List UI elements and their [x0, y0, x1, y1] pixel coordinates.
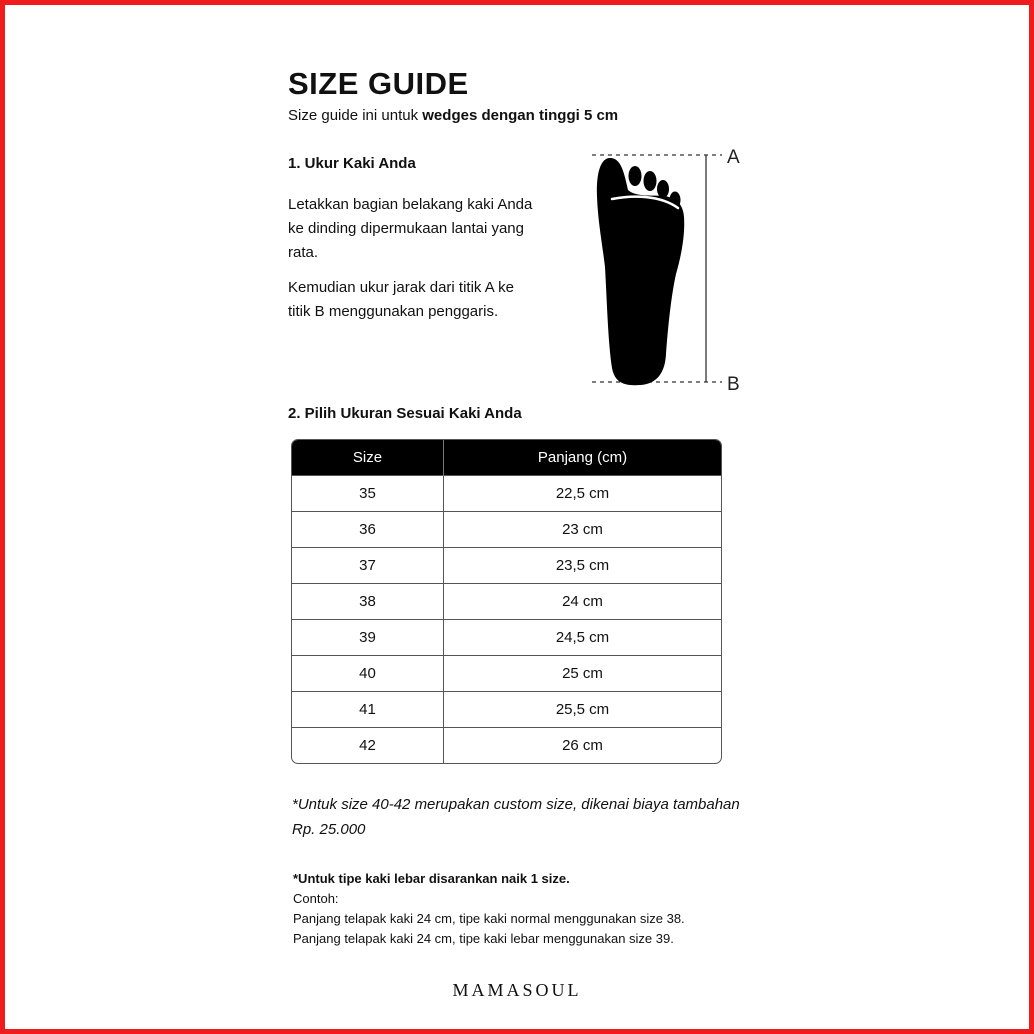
length-cell: 25,5 cm [444, 692, 722, 728]
size-cell: 41 [292, 692, 444, 728]
table-row [292, 512, 721, 548]
custom-size-note: *Untuk size 40-42 merupakan custom size, dikenai biaya tambahan Rp. 25.000 [292, 796, 740, 838]
foot-silhouette [597, 158, 684, 385]
table-row [292, 728, 721, 764]
length-cell: 23,5 cm [444, 548, 722, 584]
subtitle-bold-text: wedges dengan tinggi 5 cm [422, 107, 619, 124]
table-row [292, 656, 721, 692]
step1-instruction-1: Letakkan bagian belakang kaki Anda ke dinding dipermukaan lantai yang rata. [288, 196, 533, 261]
size-cell: 38 [292, 584, 444, 620]
size-cell: 40 [292, 656, 444, 692]
size-table [291, 439, 722, 764]
header-size: Size [292, 440, 444, 476]
length-cell: 24,5 cm [444, 620, 722, 656]
step1-instruction-2: Kemudian ukur jarak dari titik A ke titik B menggunakan penggaris. [288, 279, 514, 320]
length-cell: 22,5 cm [444, 476, 722, 512]
page-title: SIZE GUIDE [288, 66, 469, 101]
step2-heading: 2. Pilih Ukuran Sesuai Kaki Anda [288, 405, 522, 422]
length-cell: 23 cm [444, 512, 722, 548]
length-cell: 25 cm [444, 656, 722, 692]
table-row [292, 548, 721, 584]
header-length: Panjang (cm) [444, 440, 722, 476]
foot-icon [588, 142, 748, 398]
size-cell: 42 [292, 728, 444, 764]
label-a: A [727, 147, 740, 168]
table-row [292, 476, 721, 512]
step1-heading: 1. Ukur Kaki Anda [288, 155, 416, 172]
table-row [292, 692, 721, 728]
length-cell: 26 cm [444, 728, 722, 764]
size-cell: 35 [292, 476, 444, 512]
length-cell: 24 cm [444, 584, 722, 620]
example-line-2: Panjang telapak kaki 24 cm, tipe kaki lebar menggunakan size 39. [293, 931, 674, 946]
brand-logo: MAMASOUL [452, 980, 582, 1000]
size-cell: 37 [292, 548, 444, 584]
page-subtitle [288, 107, 618, 124]
table-row [292, 620, 721, 656]
wide-foot-note [293, 869, 763, 949]
size-cell: 36 [292, 512, 444, 548]
wide-foot-heading: *Untuk tipe kaki lebar disarankan naik 1 size. [293, 871, 570, 886]
label-b: B [727, 374, 740, 395]
subtitle-text: Size guide ini untuk [288, 107, 423, 124]
table-header-row [292, 440, 721, 476]
foot-measure-diagram [588, 142, 748, 403]
table-row [292, 584, 721, 620]
size-cell: 39 [292, 620, 444, 656]
example-line-1: Panjang telapak kaki 24 cm, tipe kaki normal menggunakan size 38. [293, 911, 685, 926]
example-label: Contoh: [293, 891, 339, 906]
